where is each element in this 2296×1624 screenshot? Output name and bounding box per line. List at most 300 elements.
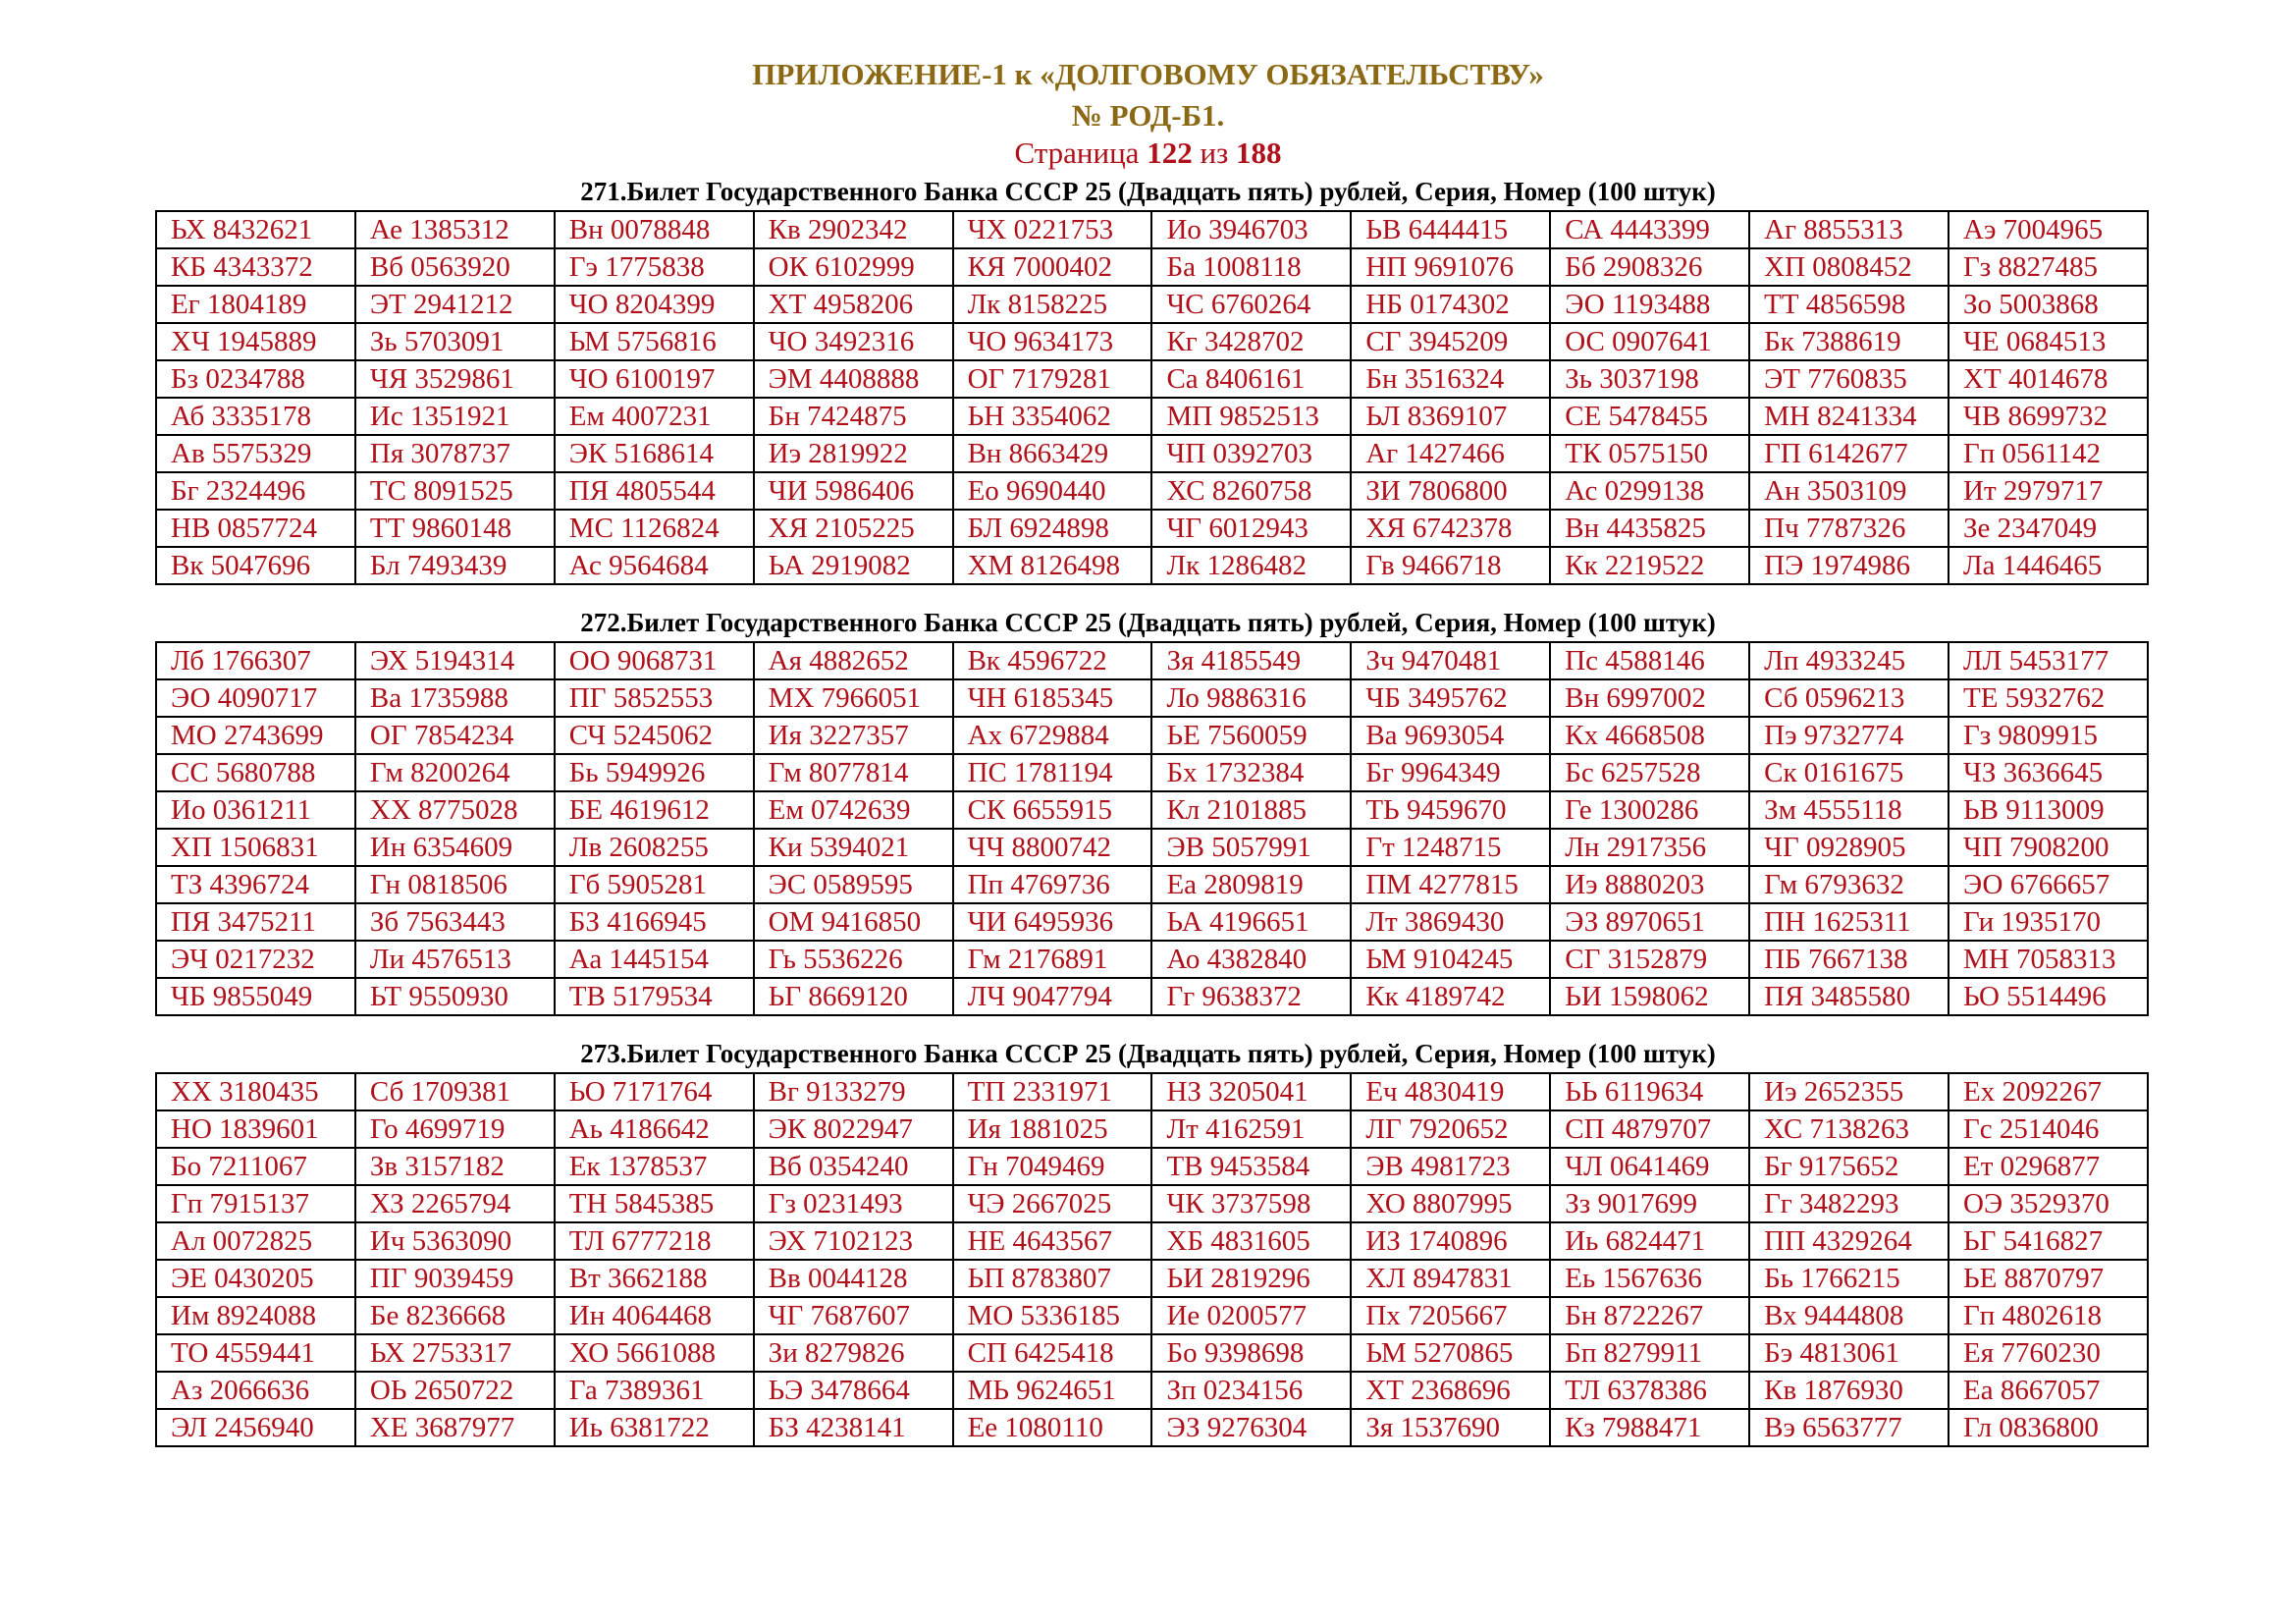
serial-cell: Ис 1351921 [355, 398, 555, 435]
serial-cell: ЬХ 8432621 [156, 211, 355, 248]
serial-cell: Лк 1286482 [1151, 547, 1351, 584]
serial-cell: ЭК 5168614 [555, 435, 754, 472]
serial-cell: Ае 1385312 [355, 211, 555, 248]
serial-cell: ЭО 1193488 [1550, 286, 1749, 323]
serial-cell: ЭЗ 9276304 [1151, 1409, 1351, 1446]
serial-cell: Ав 5575329 [156, 435, 355, 472]
serial-cell: СА 4443399 [1550, 211, 1749, 248]
serial-cell: Сб 1709381 [355, 1073, 555, 1110]
serial-cell: ХТ 2368696 [1351, 1372, 1550, 1409]
serial-cell: ЛЧ 9047794 [953, 978, 1152, 1015]
serial-cell: ТН 5845385 [555, 1185, 754, 1222]
serial-cell: Вт 3662188 [555, 1260, 754, 1297]
serial-cell: ТЗ 4396724 [156, 866, 355, 903]
serial-cell: ЭТ 2941212 [355, 286, 555, 323]
serial-cell: Вг 9133279 [754, 1073, 953, 1110]
serial-cell: Пс 4588146 [1550, 642, 1749, 679]
serial-cell: Зе 2347049 [1949, 510, 2148, 547]
serial-cell: МС 1126824 [555, 510, 754, 547]
page-of: из [1200, 135, 1229, 170]
serial-cell: Ва 1735988 [355, 679, 555, 717]
serial-cell: Бь 1766215 [1749, 1260, 1949, 1297]
serial-cell: ЬХ 2753317 [355, 1334, 555, 1372]
serial-cell: ЧБ 3495762 [1351, 679, 1550, 717]
serial-cell: ЭВ 4981723 [1351, 1148, 1550, 1185]
serial-cell: Гг 3482293 [1749, 1185, 1949, 1222]
serial-cell: Иэ 2819922 [754, 435, 953, 472]
serial-cell: Иэ 8880203 [1550, 866, 1749, 903]
serial-cell: Кх 4668508 [1550, 717, 1749, 754]
serial-cell: ЧЕ 0684513 [1949, 323, 2148, 360]
serial-cell: Аь 4186642 [555, 1110, 754, 1148]
serial-cell: Гг 9638372 [1151, 978, 1351, 1015]
serial-cell: ХТ 4014678 [1949, 360, 2148, 398]
serial-cell: ЬИ 1598062 [1550, 978, 1749, 1015]
serial-cell: Бе 8236668 [355, 1297, 555, 1334]
serial-cell: Бн 3516324 [1351, 360, 1550, 398]
serial-cell: ЬА 2919082 [754, 547, 953, 584]
serial-cell: Вн 8663429 [953, 435, 1152, 472]
section-title-271: 271.Билет Государственного Банка СССР 25 (Двадцать пять) рублей, Серия, Номер (100 штук) [580, 177, 1716, 206]
table-row [156, 642, 2148, 679]
serial-cell: Гэ 1775838 [555, 248, 754, 286]
serial-cell: Бх 1732384 [1151, 754, 1351, 791]
serial-cell: ПЯ 3485580 [1749, 978, 1949, 1015]
serial-cell: ХП 0808452 [1749, 248, 1949, 286]
serial-cell: ОС 0907641 [1550, 323, 1749, 360]
serial-cell: ЬГ 5416827 [1949, 1222, 2148, 1260]
serial-cell: Аг 1427466 [1351, 435, 1550, 472]
serial-cell: Кк 4189742 [1351, 978, 1550, 1015]
page-current: 122 [1147, 135, 1193, 170]
serial-cell: Лв 2608255 [555, 829, 754, 866]
serial-cell: КБ 4343372 [156, 248, 355, 286]
table-row [156, 1185, 2148, 1222]
serial-cell: ИЗ 1740896 [1351, 1222, 1550, 1260]
serial-cell: СС 5680788 [156, 754, 355, 791]
serial-table-271 [155, 210, 2149, 585]
serial-cell: ОК 6102999 [754, 248, 953, 286]
serial-cell: ЧО 3492316 [754, 323, 953, 360]
serial-cell: Ан 3503109 [1749, 472, 1949, 510]
serial-cell: Ео 9690440 [953, 472, 1152, 510]
serial-cell: Кв 1876930 [1749, 1372, 1949, 1409]
serial-cell: СГ 3945209 [1351, 323, 1550, 360]
serial-cell: ТЬ 9459670 [1351, 791, 1550, 829]
serial-cell: ЭЧ 0217232 [156, 941, 355, 978]
serial-cell: Кл 2101885 [1151, 791, 1351, 829]
table-row [156, 903, 2148, 941]
table-row [156, 866, 2148, 903]
serial-cell: ХМ 8126498 [953, 547, 1152, 584]
serial-table-272 [155, 641, 2149, 1016]
serial-cell: Зз 9017699 [1550, 1185, 1749, 1222]
serial-cell: Иь 6381722 [555, 1409, 754, 1446]
page-indicator [0, 135, 2296, 171]
serial-cell: ОО 9068731 [555, 642, 754, 679]
serial-cell: Ин 4064468 [555, 1297, 754, 1334]
serial-cell: ЬЕ 7560059 [1151, 717, 1351, 754]
serial-cell: Ин 6354609 [355, 829, 555, 866]
serial-cell: Ас 9564684 [555, 547, 754, 584]
serial-cell: Ее 1080110 [953, 1409, 1152, 1446]
serial-cell: Ая 4882652 [754, 642, 953, 679]
serial-cell: Сб 0596213 [1749, 679, 1949, 717]
serial-cell: ЭЛ 2456940 [156, 1409, 355, 1446]
serial-cell: Еь 1567636 [1550, 1260, 1749, 1297]
serial-cell: Еч 4830419 [1351, 1073, 1550, 1110]
table-row [156, 1148, 2148, 1185]
serial-cell: Ла 1446465 [1949, 547, 2148, 584]
serial-cell: ЧН 6185345 [953, 679, 1152, 717]
serial-cell: ЗИ 7806800 [1351, 472, 1550, 510]
serial-cell: Пэ 9732774 [1749, 717, 1949, 754]
serial-cell: ЬГ 8669120 [754, 978, 953, 1015]
serial-cell: ЧХ 0221753 [953, 211, 1152, 248]
serial-cell: ЛЛ 5453177 [1949, 642, 2148, 679]
serial-cell: Гм 6793632 [1749, 866, 1949, 903]
serial-cell: ЧЯ 3529861 [355, 360, 555, 398]
serial-cell: ТЛ 6378386 [1550, 1372, 1749, 1409]
serial-cell: НЕ 4643567 [953, 1222, 1152, 1260]
serial-cell: Гв 9466718 [1351, 547, 1550, 584]
serial-cell: ХП 1506831 [156, 829, 355, 866]
serial-cell: ЭМ 4408888 [754, 360, 953, 398]
serial-cell: Бп 8279911 [1550, 1334, 1749, 1372]
serial-cell: Пп 4769736 [953, 866, 1152, 903]
serial-cell: Бк 7388619 [1749, 323, 1949, 360]
serial-cell: ЧО 6100197 [555, 360, 754, 398]
table-row [156, 1334, 2148, 1372]
serial-cell: Бн 8722267 [1550, 1297, 1749, 1334]
serial-cell: ЧС 6760264 [1151, 286, 1351, 323]
table-row [156, 398, 2148, 435]
serial-cell: ХТ 4958206 [754, 286, 953, 323]
serial-cell: ЬЛ 8369107 [1351, 398, 1550, 435]
serial-cell: Зо 5003868 [1949, 286, 2148, 323]
serial-cell: ПН 1625311 [1749, 903, 1949, 941]
serial-cell: ЧЗ 3636645 [1949, 754, 2148, 791]
serial-cell: ЧБ 9855049 [156, 978, 355, 1015]
serial-cell: Ио 0361211 [156, 791, 355, 829]
serial-cell: Бс 6257528 [1550, 754, 1749, 791]
serial-cell: Ск 0161675 [1749, 754, 1949, 791]
serial-cell: НО 1839601 [156, 1110, 355, 1148]
serial-cell: ТТ 9860148 [355, 510, 555, 547]
serial-cell: Вв 0044128 [754, 1260, 953, 1297]
serial-cell: ПП 4329264 [1749, 1222, 1949, 1260]
serial-cell: Гз 9809915 [1949, 717, 2148, 754]
serial-cell: Кз 7988471 [1550, 1409, 1749, 1446]
serial-cell: ЬО 5514496 [1949, 978, 2148, 1015]
serial-cell: Зп 0234156 [1151, 1372, 1351, 1409]
serial-cell: Кк 2219522 [1550, 547, 1749, 584]
table-row [156, 472, 2148, 510]
serial-cell: ОЬ 2650722 [355, 1372, 555, 1409]
serial-cell: Вн 0078848 [555, 211, 754, 248]
page-word: Страница [1014, 135, 1140, 170]
serial-cell: Бг 9964349 [1351, 754, 1550, 791]
serial-cell: Ет 0296877 [1949, 1148, 2148, 1185]
serial-cell: ОГ 7179281 [953, 360, 1152, 398]
serial-cell: МХ 7966051 [754, 679, 953, 717]
serial-cell: Гп 7915137 [156, 1185, 355, 1222]
serial-cell: КЯ 7000402 [953, 248, 1152, 286]
serial-cell: ЭЕ 0430205 [156, 1260, 355, 1297]
serial-cell: ЧВ 8699732 [1949, 398, 2148, 435]
serial-cell: Ли 4576513 [355, 941, 555, 978]
serial-cell: ЬМ 5756816 [555, 323, 754, 360]
serial-cell: ЭК 8022947 [754, 1110, 953, 1148]
serial-cell: Бо 7211067 [156, 1148, 355, 1185]
serial-cell: Бз 0234788 [156, 360, 355, 398]
table-row [156, 978, 2148, 1015]
serial-cell: ОГ 7854234 [355, 717, 555, 754]
serial-cell: Гн 0818506 [355, 866, 555, 903]
serial-cell: Ия 1881025 [953, 1110, 1152, 1148]
serial-cell: Лт 4162591 [1151, 1110, 1351, 1148]
serial-cell: ЧЛ 0641469 [1550, 1148, 1749, 1185]
serial-cell: НБ 0174302 [1351, 286, 1550, 323]
section-title-272: 272.Билет Государственного Банка СССР 25 (Двадцать пять) рублей, Серия, Номер (100 штук) [580, 608, 1716, 637]
serial-cell: Бб 2908326 [1550, 248, 1749, 286]
serial-cell: ЧЭ 2667025 [953, 1185, 1152, 1222]
serial-cell: ЧО 8204399 [555, 286, 754, 323]
serial-cell: Ие 0200577 [1151, 1297, 1351, 1334]
serial-cell: Гм 2176891 [953, 941, 1152, 978]
serial-cell: ПБ 7667138 [1749, 941, 1949, 978]
serial-cell: Лн 2917356 [1550, 829, 1749, 866]
serial-cell: Аа 1445154 [555, 941, 754, 978]
serial-cell: ЬА 4196651 [1151, 903, 1351, 941]
serial-cell: Гм 8077814 [754, 754, 953, 791]
serial-cell: ТС 8091525 [355, 472, 555, 510]
serial-cell: Иэ 2652355 [1749, 1073, 1949, 1110]
table-row [156, 1073, 2148, 1110]
serial-cell: Ло 9886316 [1151, 679, 1351, 717]
serial-cell: ЧЧ 8800742 [953, 829, 1152, 866]
serial-cell: ТВ 9453584 [1151, 1148, 1351, 1185]
serial-cell: ЧИ 6495936 [953, 903, 1152, 941]
serial-cell: ТЕ 5932762 [1949, 679, 2148, 717]
serial-table-273 [155, 1072, 2149, 1447]
serial-cell: Бг 9175652 [1749, 1148, 1949, 1185]
serial-cell: Бь 5949926 [555, 754, 754, 791]
serial-cell: СГ 3152879 [1550, 941, 1749, 978]
serial-cell: Пя 3078737 [355, 435, 555, 472]
table-row [156, 1372, 2148, 1409]
serial-cell: ПЯ 4805544 [555, 472, 754, 510]
serial-cell: ЬЭ 3478664 [754, 1372, 953, 1409]
serial-cell: Гм 8200264 [355, 754, 555, 791]
serial-cell: ЧП 0392703 [1151, 435, 1351, 472]
serial-cell: Гь 5536226 [754, 941, 953, 978]
serial-cell: БЗ 4166945 [555, 903, 754, 941]
document-title: ПРИЛОЖЕНИЕ-1 к «ДОЛГОВОМУ ОБЯЗАТЕЛЬСТВУ» [752, 57, 1544, 91]
serial-cell: Зм 4555118 [1749, 791, 1949, 829]
serial-cell: Пх 7205667 [1351, 1297, 1550, 1334]
serial-cell: НЗ 3205041 [1151, 1073, 1351, 1110]
serial-cell: ЬИ 2819296 [1151, 1260, 1351, 1297]
serial-cell: ПГ 5852553 [555, 679, 754, 717]
serial-cell: ТК 0575150 [1550, 435, 1749, 472]
serial-cell: Вн 6997002 [1550, 679, 1749, 717]
serial-cell: Ас 0299138 [1550, 472, 1749, 510]
serial-cell: БЕ 4619612 [555, 791, 754, 829]
serial-cell: ХЯ 6742378 [1351, 510, 1550, 547]
serial-cell: Вб 0563920 [355, 248, 555, 286]
serial-cell: МО 5336185 [953, 1297, 1152, 1334]
serial-cell: ЬТ 9550930 [355, 978, 555, 1015]
serial-cell: Ег 1804189 [156, 286, 355, 323]
serial-cell: Кв 2902342 [754, 211, 953, 248]
serial-cell: Лб 1766307 [156, 642, 355, 679]
serial-cell: ЧИ 5986406 [754, 472, 953, 510]
serial-cell: ХЕ 3687977 [355, 1409, 555, 1446]
serial-cell: Вб 0354240 [754, 1148, 953, 1185]
serial-cell: Гп 4802618 [1949, 1297, 2148, 1334]
serial-cell: ПМ 4277815 [1351, 866, 1550, 903]
serial-cell: Пч 7787326 [1749, 510, 1949, 547]
table-row [156, 829, 2148, 866]
serial-cell: Аб 3335178 [156, 398, 355, 435]
serial-cell: Иь 6824471 [1550, 1222, 1749, 1260]
serial-cell: Аг 8855313 [1749, 211, 1949, 248]
serial-cell: Ао 4382840 [1151, 941, 1351, 978]
serial-cell: ЧП 7908200 [1949, 829, 2148, 866]
table-row [156, 754, 2148, 791]
serial-cell: Зя 4185549 [1151, 642, 1351, 679]
serial-cell: Зб 7563443 [355, 903, 555, 941]
serial-cell: Ич 5363090 [355, 1222, 555, 1260]
serial-cell: ЭВ 5057991 [1151, 829, 1351, 866]
serial-cell: Бн 7424875 [754, 398, 953, 435]
serial-cell: ЧК 3737598 [1151, 1185, 1351, 1222]
serial-cell: ХЧ 1945889 [156, 323, 355, 360]
serial-cell: СЧ 5245062 [555, 717, 754, 754]
serial-cell: Зв 3157182 [355, 1148, 555, 1185]
serial-cell: Еа 8667057 [1949, 1372, 2148, 1409]
serial-cell: Зи 8279826 [754, 1334, 953, 1372]
serial-cell: ТО 4559441 [156, 1334, 355, 1372]
serial-cell: БЛ 6924898 [953, 510, 1152, 547]
table-row [156, 679, 2148, 717]
serial-cell: ХЗ 2265794 [355, 1185, 555, 1222]
serial-cell: Бг 2324496 [156, 472, 355, 510]
serial-cell: ЧГ 6012943 [1151, 510, 1351, 547]
serial-cell: БЗ 4238141 [754, 1409, 953, 1446]
serial-cell: ХБ 4831605 [1151, 1222, 1351, 1260]
serial-cell: ЭТ 7760835 [1749, 360, 1949, 398]
serial-cell: Ва 9693054 [1351, 717, 1550, 754]
serial-cell: ЭО 4090717 [156, 679, 355, 717]
serial-cell: МО 2743699 [156, 717, 355, 754]
serial-cell: ТВ 5179534 [555, 978, 754, 1015]
serial-cell: ЬВ 9113009 [1949, 791, 2148, 829]
serial-cell: СК 6655915 [953, 791, 1152, 829]
serial-cell: ЬН 3354062 [953, 398, 1152, 435]
serial-cell: ЧГ 7687607 [754, 1297, 953, 1334]
serial-cell: ПЭ 1974986 [1749, 547, 1949, 584]
document-number: № РОД-Б1. [1071, 98, 1225, 133]
serial-cell: НВ 0857724 [156, 510, 355, 547]
serial-cell: ХХ 8775028 [355, 791, 555, 829]
serial-cell: Ем 0742639 [754, 791, 953, 829]
serial-cell: Зь 3037198 [1550, 360, 1749, 398]
section-title-273: 273.Билет Государственного Банка СССР 25 (Двадцать пять) рублей, Серия, Номер (100 штук) [580, 1039, 1716, 1068]
serial-cell: Ах 6729884 [953, 717, 1152, 754]
table-row [156, 1409, 2148, 1446]
table-row [156, 547, 2148, 584]
serial-cell: Вх 9444808 [1749, 1297, 1949, 1334]
serial-cell: ТТ 4856598 [1749, 286, 1949, 323]
serial-cell: ХЛ 8947831 [1351, 1260, 1550, 1297]
table-row [156, 1297, 2148, 1334]
serial-cell: ЬЕ 8870797 [1949, 1260, 2148, 1297]
serial-cell: Ки 5394021 [754, 829, 953, 866]
serial-cell: Гт 1248715 [1351, 829, 1550, 866]
serial-cell: Га 7389361 [555, 1372, 754, 1409]
serial-cell: ОМ 9416850 [754, 903, 953, 941]
table-row [156, 435, 2148, 472]
serial-cell: Гз 0231493 [754, 1185, 953, 1222]
serial-cell: Ек 1378537 [555, 1148, 754, 1185]
serial-cell: Го 4699719 [355, 1110, 555, 1148]
serial-cell: Бо 9398698 [1151, 1334, 1351, 1372]
serial-cell: ЬМ 5270865 [1351, 1334, 1550, 1372]
serial-cell: ЭС 0589595 [754, 866, 953, 903]
serial-cell: Гб 5905281 [555, 866, 754, 903]
table-row [156, 1222, 2148, 1260]
table-row [156, 791, 2148, 829]
serial-cell: Лт 3869430 [1351, 903, 1550, 941]
serial-cell: Аэ 7004965 [1949, 211, 2148, 248]
serial-cell: СП 4879707 [1550, 1110, 1749, 1148]
serial-cell: Ал 0072825 [156, 1222, 355, 1260]
serial-cell: ЛГ 7920652 [1351, 1110, 1550, 1148]
serial-cell: ЭЗ 8970651 [1550, 903, 1749, 941]
serial-cell: ТП 2331971 [953, 1073, 1152, 1110]
serial-cell: ХС 7138263 [1749, 1110, 1949, 1148]
serial-cell: Ба 1008118 [1151, 248, 1351, 286]
serial-cell: Ем 4007231 [555, 398, 754, 435]
serial-cell: МП 9852513 [1151, 398, 1351, 435]
serial-cell: Еа 2809819 [1151, 866, 1351, 903]
serial-cell: ХС 8260758 [1151, 472, 1351, 510]
serial-cell: Вэ 6563777 [1749, 1409, 1949, 1446]
serial-cell: ЭХ 7102123 [754, 1222, 953, 1260]
serial-cell: Кг 3428702 [1151, 323, 1351, 360]
serial-cell: МН 7058313 [1949, 941, 2148, 978]
serial-cell: Бэ 4813061 [1749, 1334, 1949, 1372]
table-row [156, 248, 2148, 286]
serial-cell: ПС 1781194 [953, 754, 1152, 791]
serial-cell: ЧГ 0928905 [1749, 829, 1949, 866]
serial-cell: Зя 1537690 [1351, 1409, 1550, 1446]
table-row [156, 1110, 2148, 1148]
serial-cell: СП 6425418 [953, 1334, 1152, 1372]
serial-cell: ЭО 6766657 [1949, 866, 2148, 903]
table-row [156, 211, 2148, 248]
serial-cell: ПГ 9039459 [355, 1260, 555, 1297]
serial-cell: Гс 2514046 [1949, 1110, 2148, 1148]
serial-cell: ЬЬ 6119634 [1550, 1073, 1749, 1110]
serial-cell: Аз 2066636 [156, 1372, 355, 1409]
table-row [156, 360, 2148, 398]
serial-cell: Гп 0561142 [1949, 435, 2148, 472]
table-row [156, 717, 2148, 754]
serial-cell: Лк 8158225 [953, 286, 1152, 323]
